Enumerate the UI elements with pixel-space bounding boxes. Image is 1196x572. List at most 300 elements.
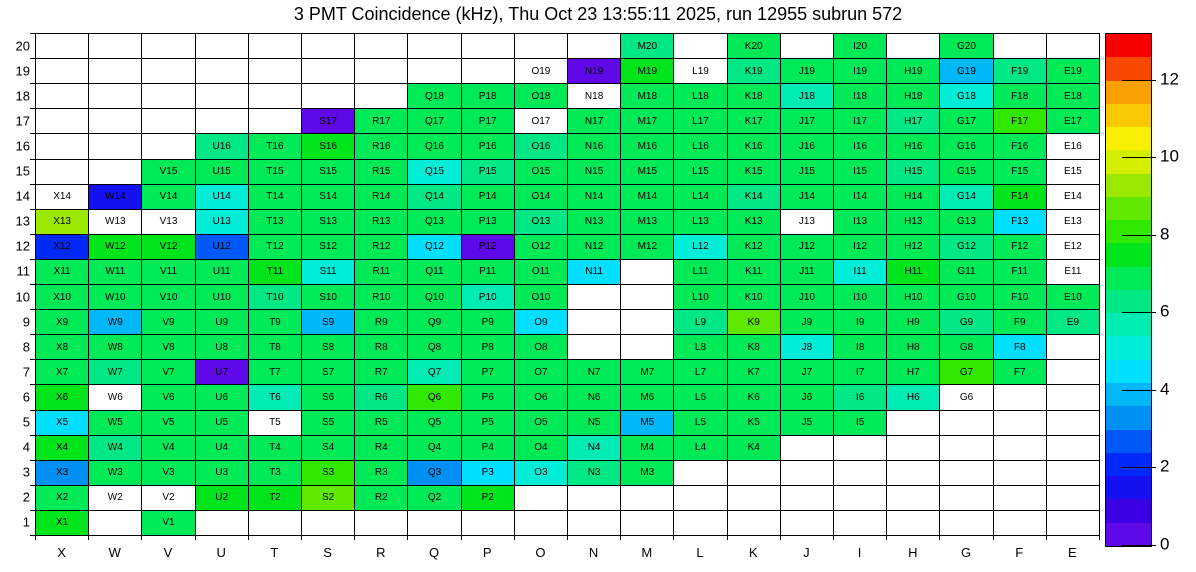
cell-empty <box>674 34 727 59</box>
cell-empty <box>408 59 461 84</box>
cell-K18: K18 <box>728 84 781 109</box>
cell-H13: H13 <box>887 210 940 235</box>
cell-empty <box>36 134 89 159</box>
colorbar-tick-label: 2 <box>1160 457 1170 477</box>
cell-L13: L13 <box>674 210 727 235</box>
cell-M7: M7 <box>621 360 674 385</box>
cell-empty <box>1047 335 1100 360</box>
colorbar-tick-line <box>1122 80 1156 81</box>
x-tick <box>1046 535 1047 540</box>
cell-U5: U5 <box>196 411 249 436</box>
cell-K19: K19 <box>728 59 781 84</box>
colorbar-tick-line <box>1122 467 1156 468</box>
cell-V9: V9 <box>142 310 195 335</box>
cell-S16: S16 <box>302 134 355 159</box>
cell-P13: P13 <box>462 210 515 235</box>
y-tick <box>30 460 35 461</box>
colorbar-tick-label: 0 <box>1160 534 1170 554</box>
cell-G8: G8 <box>940 335 993 360</box>
cell-empty <box>142 84 195 109</box>
cell-empty <box>142 59 195 84</box>
cell-T4: T4 <box>249 436 302 461</box>
cell-K16: K16 <box>728 134 781 159</box>
cell-E10: E10 <box>1047 285 1100 310</box>
cell-O19: O19 <box>515 59 568 84</box>
cell-empty <box>728 486 781 511</box>
cell-O18: O18 <box>515 84 568 109</box>
cell-E18: E18 <box>1047 84 1100 109</box>
x-tick <box>886 535 887 540</box>
y-tick <box>30 510 35 511</box>
col-label-L: L <box>696 545 704 560</box>
cell-M14: M14 <box>621 185 674 210</box>
y-tick <box>30 58 35 59</box>
cell-X13: X13 <box>36 210 89 235</box>
cell-G14: G14 <box>940 185 993 210</box>
col-label-F: F <box>1015 545 1024 560</box>
cell-R14: R14 <box>355 185 408 210</box>
cell-P5: P5 <box>462 411 515 436</box>
cell-empty <box>940 436 993 461</box>
cell-Q13: Q13 <box>408 210 461 235</box>
cell-T10: T10 <box>249 285 302 310</box>
cell-Q9: Q9 <box>408 310 461 335</box>
cell-Q15: Q15 <box>408 160 461 185</box>
colorbar-segment <box>1106 476 1151 499</box>
cell-empty <box>1047 34 1100 59</box>
cell-O10: O10 <box>515 285 568 310</box>
cell-H8: H8 <box>887 335 940 360</box>
cell-R10: R10 <box>355 285 408 310</box>
cell-I16: I16 <box>834 134 887 159</box>
cell-U12: U12 <box>196 235 249 260</box>
cell-Q16: Q16 <box>408 134 461 159</box>
y-tick <box>30 359 35 360</box>
colorbar-segment <box>1106 313 1151 336</box>
cell-empty <box>568 335 621 360</box>
cell-Q11: Q11 <box>408 260 461 285</box>
cell-L16: L16 <box>674 134 727 159</box>
colorbar-tick-label: 10 <box>1160 146 1179 166</box>
cell-P12: P12 <box>462 235 515 260</box>
cell-U9: U9 <box>196 310 249 335</box>
cell-P15: P15 <box>462 160 515 185</box>
colorbar-segment <box>1106 499 1151 522</box>
cell-O11: O11 <box>515 260 568 285</box>
cell-O9: O9 <box>515 310 568 335</box>
cell-H11: H11 <box>887 260 940 285</box>
cell-T6: T6 <box>249 385 302 410</box>
cell-Q3: Q3 <box>408 461 461 486</box>
cell-empty <box>1047 411 1100 436</box>
y-tick <box>30 33 35 34</box>
x-tick <box>141 535 142 540</box>
cell-W7: W7 <box>89 360 142 385</box>
cell-R5: R5 <box>355 411 408 436</box>
cell-F9: F9 <box>994 310 1047 335</box>
cell-empty <box>621 285 674 310</box>
cell-X5: X5 <box>36 411 89 436</box>
col-label-I: I <box>857 545 862 560</box>
colorbar-segment <box>1106 290 1151 313</box>
cell-empty <box>781 486 834 511</box>
cell-empty <box>781 436 834 461</box>
cell-empty <box>568 486 621 511</box>
cell-G13: G13 <box>940 210 993 235</box>
cell-empty <box>994 461 1047 486</box>
cell-empty <box>621 486 674 511</box>
colorbar-tick-line <box>1122 235 1156 236</box>
cell-E9: E9 <box>1047 310 1100 335</box>
cell-V15: V15 <box>142 160 195 185</box>
cell-L17: L17 <box>674 109 727 134</box>
cell-R4: R4 <box>355 436 408 461</box>
cell-empty <box>355 84 408 109</box>
cell-X14: X14 <box>36 185 89 210</box>
cell-empty <box>940 486 993 511</box>
colorbar-segment <box>1106 453 1151 476</box>
x-tick <box>461 535 462 540</box>
cell-F15: F15 <box>994 160 1047 185</box>
cell-empty <box>302 59 355 84</box>
cell-J19: J19 <box>781 59 834 84</box>
cell-empty <box>196 84 249 109</box>
cell-J18: J18 <box>781 84 834 109</box>
x-tick <box>35 535 36 540</box>
cell-U16: U16 <box>196 134 249 159</box>
y-tick <box>30 309 35 310</box>
cell-W11: W11 <box>89 260 142 285</box>
colorbar-segment <box>1106 243 1151 266</box>
cell-G16: G16 <box>940 134 993 159</box>
y-tick <box>30 83 35 84</box>
y-tick <box>30 410 35 411</box>
cell-L7: L7 <box>674 360 727 385</box>
cell-W6: W6 <box>89 385 142 410</box>
row-label-6: 6 <box>22 389 30 405</box>
cell-E11: E11 <box>1047 260 1100 285</box>
cell-empty <box>994 436 1047 461</box>
cell-L8: L8 <box>674 335 727 360</box>
cell-H9: H9 <box>887 310 940 335</box>
x-tick <box>301 535 302 540</box>
cell-K7: K7 <box>728 360 781 385</box>
cell-empty <box>834 461 887 486</box>
cell-Q5: Q5 <box>408 411 461 436</box>
cell-F10: F10 <box>994 285 1047 310</box>
cell-S13: S13 <box>302 210 355 235</box>
colorbar-tick-line <box>1122 545 1156 546</box>
cell-O15: O15 <box>515 160 568 185</box>
cell-empty <box>834 486 887 511</box>
cell-J6: J6 <box>781 385 834 410</box>
cell-empty <box>302 34 355 59</box>
cell-empty <box>994 486 1047 511</box>
cell-K4: K4 <box>728 436 781 461</box>
cell-W5: W5 <box>89 411 142 436</box>
cell-J17: J17 <box>781 109 834 134</box>
cell-U14: U14 <box>196 185 249 210</box>
cell-O6: O6 <box>515 385 568 410</box>
cell-empty <box>142 34 195 59</box>
cell-M13: M13 <box>621 210 674 235</box>
cell-I10: I10 <box>834 285 887 310</box>
cell-E19: E19 <box>1047 59 1100 84</box>
cell-V12: V12 <box>142 235 195 260</box>
y-tick <box>30 108 35 109</box>
cell-Q6: Q6 <box>408 385 461 410</box>
col-label-Q: Q <box>428 545 440 560</box>
cell-X10: X10 <box>36 285 89 310</box>
cell-empty <box>834 511 887 536</box>
cell-K20: K20 <box>728 34 781 59</box>
cell-R11: R11 <box>355 260 408 285</box>
cell-E14: E14 <box>1047 185 1100 210</box>
colorbar-segment <box>1106 174 1151 197</box>
cell-T15: T15 <box>249 160 302 185</box>
cell-V6: V6 <box>142 385 195 410</box>
cell-empty <box>196 34 249 59</box>
chart-title: 3 PMT Coincidence (kHz), Thu Oct 23 13:55:11 2025, run 12955 subrun 572 <box>293 4 903 24</box>
cell-empty <box>408 511 461 536</box>
cell-J10: J10 <box>781 285 834 310</box>
cell-X1: X1 <box>36 511 89 536</box>
cell-L4: L4 <box>674 436 727 461</box>
cell-empty <box>1047 461 1100 486</box>
cell-P11: P11 <box>462 260 515 285</box>
row-label-19: 19 <box>15 63 30 79</box>
cell-I14: I14 <box>834 185 887 210</box>
row-label-10: 10 <box>15 289 30 305</box>
cell-V13: V13 <box>142 210 195 235</box>
cell-G19: G19 <box>940 59 993 84</box>
cell-I17: I17 <box>834 109 887 134</box>
cell-M4: M4 <box>621 436 674 461</box>
cell-P3: P3 <box>462 461 515 486</box>
cell-H6: H6 <box>887 385 940 410</box>
cell-V4: V4 <box>142 436 195 461</box>
cell-N4: N4 <box>568 436 621 461</box>
colorbar-tick-label: 4 <box>1160 379 1170 399</box>
cell-empty <box>781 461 834 486</box>
cell-G10: G10 <box>940 285 993 310</box>
x-tick <box>993 535 994 540</box>
cell-empty <box>302 84 355 109</box>
colorbar-segment <box>1106 57 1151 80</box>
cell-I12: I12 <box>834 235 887 260</box>
col-label-P: P <box>482 545 492 560</box>
x-tick <box>833 535 834 540</box>
cell-L9: L9 <box>674 310 727 335</box>
cell-J8: J8 <box>781 335 834 360</box>
cell-P9: P9 <box>462 310 515 335</box>
x-tick <box>248 535 249 540</box>
colorbar-segment <box>1106 430 1151 453</box>
colorbar-segment <box>1106 220 1151 243</box>
cell-L14: L14 <box>674 185 727 210</box>
cell-empty <box>568 34 621 59</box>
cell-L6: L6 <box>674 385 727 410</box>
cell-empty <box>940 511 993 536</box>
col-label-N: N <box>588 545 599 560</box>
cell-O5: O5 <box>515 411 568 436</box>
cell-P6: P6 <box>462 385 515 410</box>
cell-V1: V1 <box>142 511 195 536</box>
cell-G9: G9 <box>940 310 993 335</box>
y-tick <box>30 159 35 160</box>
cell-G12: G12 <box>940 235 993 260</box>
cell-G6: G6 <box>940 385 993 410</box>
colorbar-tick-line <box>1122 157 1156 158</box>
cell-L5: L5 <box>674 411 727 436</box>
cell-I11: I11 <box>834 260 887 285</box>
cell-F17: F17 <box>994 109 1047 134</box>
cell-R13: R13 <box>355 210 408 235</box>
cell-K5: K5 <box>728 411 781 436</box>
cell-N6: N6 <box>568 385 621 410</box>
cell-G7: G7 <box>940 360 993 385</box>
cell-N15: N15 <box>568 160 621 185</box>
cell-empty <box>568 310 621 335</box>
cell-S4: S4 <box>302 436 355 461</box>
cell-X3: X3 <box>36 461 89 486</box>
col-label-G: G <box>960 545 972 560</box>
x-tick <box>88 535 89 540</box>
cell-P17: P17 <box>462 109 515 134</box>
cell-empty <box>674 486 727 511</box>
cell-empty <box>462 34 515 59</box>
cell-F19: F19 <box>994 59 1047 84</box>
colorbar-segment <box>1106 197 1151 220</box>
cell-empty <box>621 511 674 536</box>
cell-S14: S14 <box>302 185 355 210</box>
cell-R16: R16 <box>355 134 408 159</box>
cell-empty <box>142 109 195 134</box>
colorbar-segment <box>1106 267 1151 290</box>
cell-X7: X7 <box>36 360 89 385</box>
cell-empty <box>994 511 1047 536</box>
colorbar-segment <box>1106 150 1151 173</box>
colorbar-segment <box>1106 336 1151 359</box>
cell-I18: I18 <box>834 84 887 109</box>
cell-P10: P10 <box>462 285 515 310</box>
cell-U7: U7 <box>196 360 249 385</box>
cell-M17: M17 <box>621 109 674 134</box>
cell-K10: K10 <box>728 285 781 310</box>
cell-empty <box>355 511 408 536</box>
cell-F16: F16 <box>994 134 1047 159</box>
cell-J11: J11 <box>781 260 834 285</box>
row-label-14: 14 <box>15 188 30 204</box>
cell-M19: M19 <box>621 59 674 84</box>
row-label-17: 17 <box>15 113 30 129</box>
cell-F13: F13 <box>994 210 1047 235</box>
cell-X11: X11 <box>36 260 89 285</box>
cell-I6: I6 <box>834 385 887 410</box>
cell-empty <box>994 411 1047 436</box>
x-tick <box>354 535 355 540</box>
colorbar-segment <box>1106 360 1151 383</box>
cell-H12: H12 <box>887 235 940 260</box>
cell-empty <box>302 511 355 536</box>
x-tick <box>407 535 408 540</box>
row-label-12: 12 <box>15 238 30 254</box>
cell-W12: W12 <box>89 235 142 260</box>
cell-N5: N5 <box>568 411 621 436</box>
cell-H16: H16 <box>887 134 940 159</box>
cell-T2: T2 <box>249 486 302 511</box>
cell-empty <box>89 34 142 59</box>
cell-empty <box>408 34 461 59</box>
cell-N7: N7 <box>568 360 621 385</box>
cell-empty <box>196 109 249 134</box>
row-label-4: 4 <box>22 439 30 455</box>
cell-O13: O13 <box>515 210 568 235</box>
colorbar-tick-line <box>1122 390 1156 391</box>
cell-W9: W9 <box>89 310 142 335</box>
cell-O4: O4 <box>515 436 568 461</box>
cell-empty <box>887 461 940 486</box>
cell-V7: V7 <box>142 360 195 385</box>
col-label-X: X <box>57 545 66 560</box>
cell-I8: I8 <box>834 335 887 360</box>
cell-O7: O7 <box>515 360 568 385</box>
cell-Q7: Q7 <box>408 360 461 385</box>
cell-W8: W8 <box>89 335 142 360</box>
cell-J9: J9 <box>781 310 834 335</box>
cell-R12: R12 <box>355 235 408 260</box>
cell-empty <box>728 511 781 536</box>
cell-empty <box>142 134 195 159</box>
cell-R7: R7 <box>355 360 408 385</box>
cell-T5: T5 <box>249 411 302 436</box>
cell-S9: S9 <box>302 310 355 335</box>
cell-K11: K11 <box>728 260 781 285</box>
colorbar-segment <box>1106 127 1151 150</box>
y-tick <box>30 485 35 486</box>
cell-L18: L18 <box>674 84 727 109</box>
cell-T14: T14 <box>249 185 302 210</box>
cell-P2: P2 <box>462 486 515 511</box>
cell-H14: H14 <box>887 185 940 210</box>
cell-N17: N17 <box>568 109 621 134</box>
cell-P7: P7 <box>462 360 515 385</box>
cell-J14: J14 <box>781 185 834 210</box>
cell-M18: M18 <box>621 84 674 109</box>
cell-empty <box>1047 511 1100 536</box>
cell-G11: G11 <box>940 260 993 285</box>
cell-O3: O3 <box>515 461 568 486</box>
y-tick <box>30 435 35 436</box>
cell-empty <box>249 59 302 84</box>
cell-empty <box>89 109 142 134</box>
cell-empty <box>1047 436 1100 461</box>
cell-empty <box>515 486 568 511</box>
cell-F14: F14 <box>994 185 1047 210</box>
cell-empty <box>1047 486 1100 511</box>
colorbar-tick-line <box>1122 312 1156 313</box>
cell-empty <box>940 411 993 436</box>
cell-S2: S2 <box>302 486 355 511</box>
cell-J16: J16 <box>781 134 834 159</box>
cell-V14: V14 <box>142 185 195 210</box>
x-tick <box>195 535 196 540</box>
cell-M6: M6 <box>621 385 674 410</box>
colorbar-tick-label: 6 <box>1160 301 1170 321</box>
cell-I7: I7 <box>834 360 887 385</box>
cell-P4: P4 <box>462 436 515 461</box>
cell-I5: I5 <box>834 411 887 436</box>
